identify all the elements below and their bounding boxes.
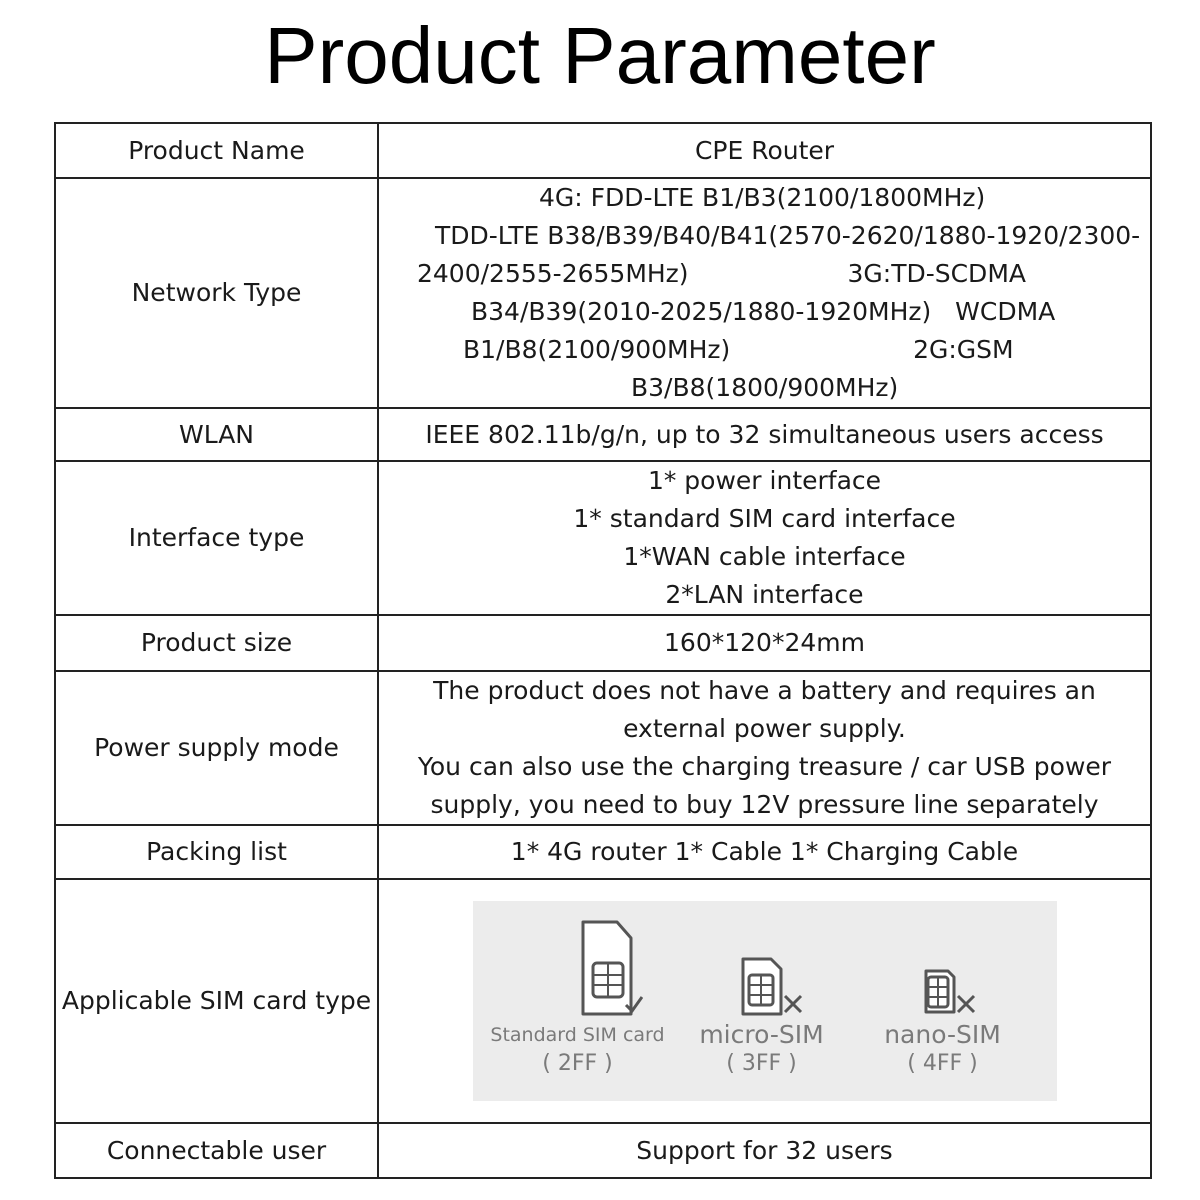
row-label: Connectable user: [55, 1123, 378, 1178]
interface-line: 2*LAN interface: [665, 580, 864, 609]
power-supply-lines: [379, 672, 1150, 824]
table-row: [55, 1123, 1151, 1178]
row-label: Product Name: [55, 123, 378, 178]
row-value: 160*120*24mm: [378, 615, 1151, 671]
table-row: [55, 879, 1151, 1123]
table-row: [55, 825, 1151, 879]
row-label: Applicable SIM card type: [55, 879, 378, 1123]
sim-card-name: micro-SIM: [699, 1020, 824, 1049]
network-line: 4G: FDD-LTE B1/B3(2100/1800MHz): [539, 183, 986, 212]
sim-card-illustration: [473, 901, 1057, 1101]
interface-line: 1* standard SIM card interface: [573, 504, 956, 533]
network-line: TDD-LTE B38/B39/B40/B41(2570-2620/1880-1920/2300-: [435, 221, 1141, 250]
power-line: You can also use the charging treasure / car USB power: [417, 752, 1112, 781]
sim-card-code: ( 3FF ): [726, 1051, 797, 1076]
table-row: [55, 615, 1151, 671]
row-label: WLAN: [55, 408, 378, 461]
row-value: [378, 671, 1151, 825]
row-label: Interface type: [55, 461, 378, 615]
cross-icon: [958, 996, 974, 1012]
sim-card-standard: [483, 919, 673, 1079]
power-line: external power supply.: [623, 714, 906, 743]
sim-card-icon: [697, 919, 827, 1021]
power-line: The product does not have a battery and requires an: [433, 676, 1096, 705]
row-label: Packing list: [55, 825, 378, 879]
network-line: B1/B8(2100/900MHz) 2G:GSM: [463, 335, 1014, 364]
row-value: [378, 879, 1151, 1123]
row-value: [378, 178, 1151, 408]
sim-card-name: Standard SIM card: [490, 1024, 665, 1046]
table-row: [55, 408, 1151, 461]
sim-card-icon: [513, 919, 643, 1021]
sim-card-code: ( 2FF ): [542, 1051, 613, 1076]
sim-card-micro: [687, 919, 837, 1079]
network-line: 2400/2555-2655MHz) 3G:TD-SCDMA: [417, 259, 1026, 288]
parameter-table: [54, 122, 1152, 1179]
sim-card-nano: [863, 919, 1023, 1079]
network-line: B3/B8(1800/900MHz): [631, 373, 899, 402]
page-title: Product Parameter: [264, 11, 936, 100]
row-value: 1* 4G router 1* Cable 1* Charging Cable: [378, 825, 1151, 879]
table-row: [55, 123, 1151, 178]
sim-card-code: ( 4FF ): [907, 1051, 978, 1076]
power-line: supply, you need to buy 12V pressure line separately: [430, 790, 1099, 819]
sim-card-icon: [878, 919, 1008, 1021]
row-label: Power supply mode: [55, 671, 378, 825]
cross-icon: [785, 996, 801, 1012]
network-line: B34/B39(2010-2025/1880-1920MHz) WCDMA: [471, 297, 1056, 326]
sim-card-name: nano-SIM: [884, 1020, 1001, 1049]
row-label: Network Type: [55, 178, 378, 408]
row-value: CPE Router: [378, 123, 1151, 178]
row-value: IEEE 802.11b/g/n, up to 32 simultaneous users access: [378, 408, 1151, 461]
row-value: Support for 32 users: [378, 1123, 1151, 1178]
interface-lines: [379, 462, 1150, 614]
interface-line: 1*WAN cable interface: [623, 542, 906, 571]
table-row: [55, 461, 1151, 615]
row-label: Product size: [55, 615, 378, 671]
row-value: [378, 461, 1151, 615]
table-row: [55, 178, 1151, 408]
table-row: [55, 671, 1151, 825]
network-type-lines: [379, 179, 1150, 407]
interface-line: 1* power interface: [647, 466, 882, 495]
